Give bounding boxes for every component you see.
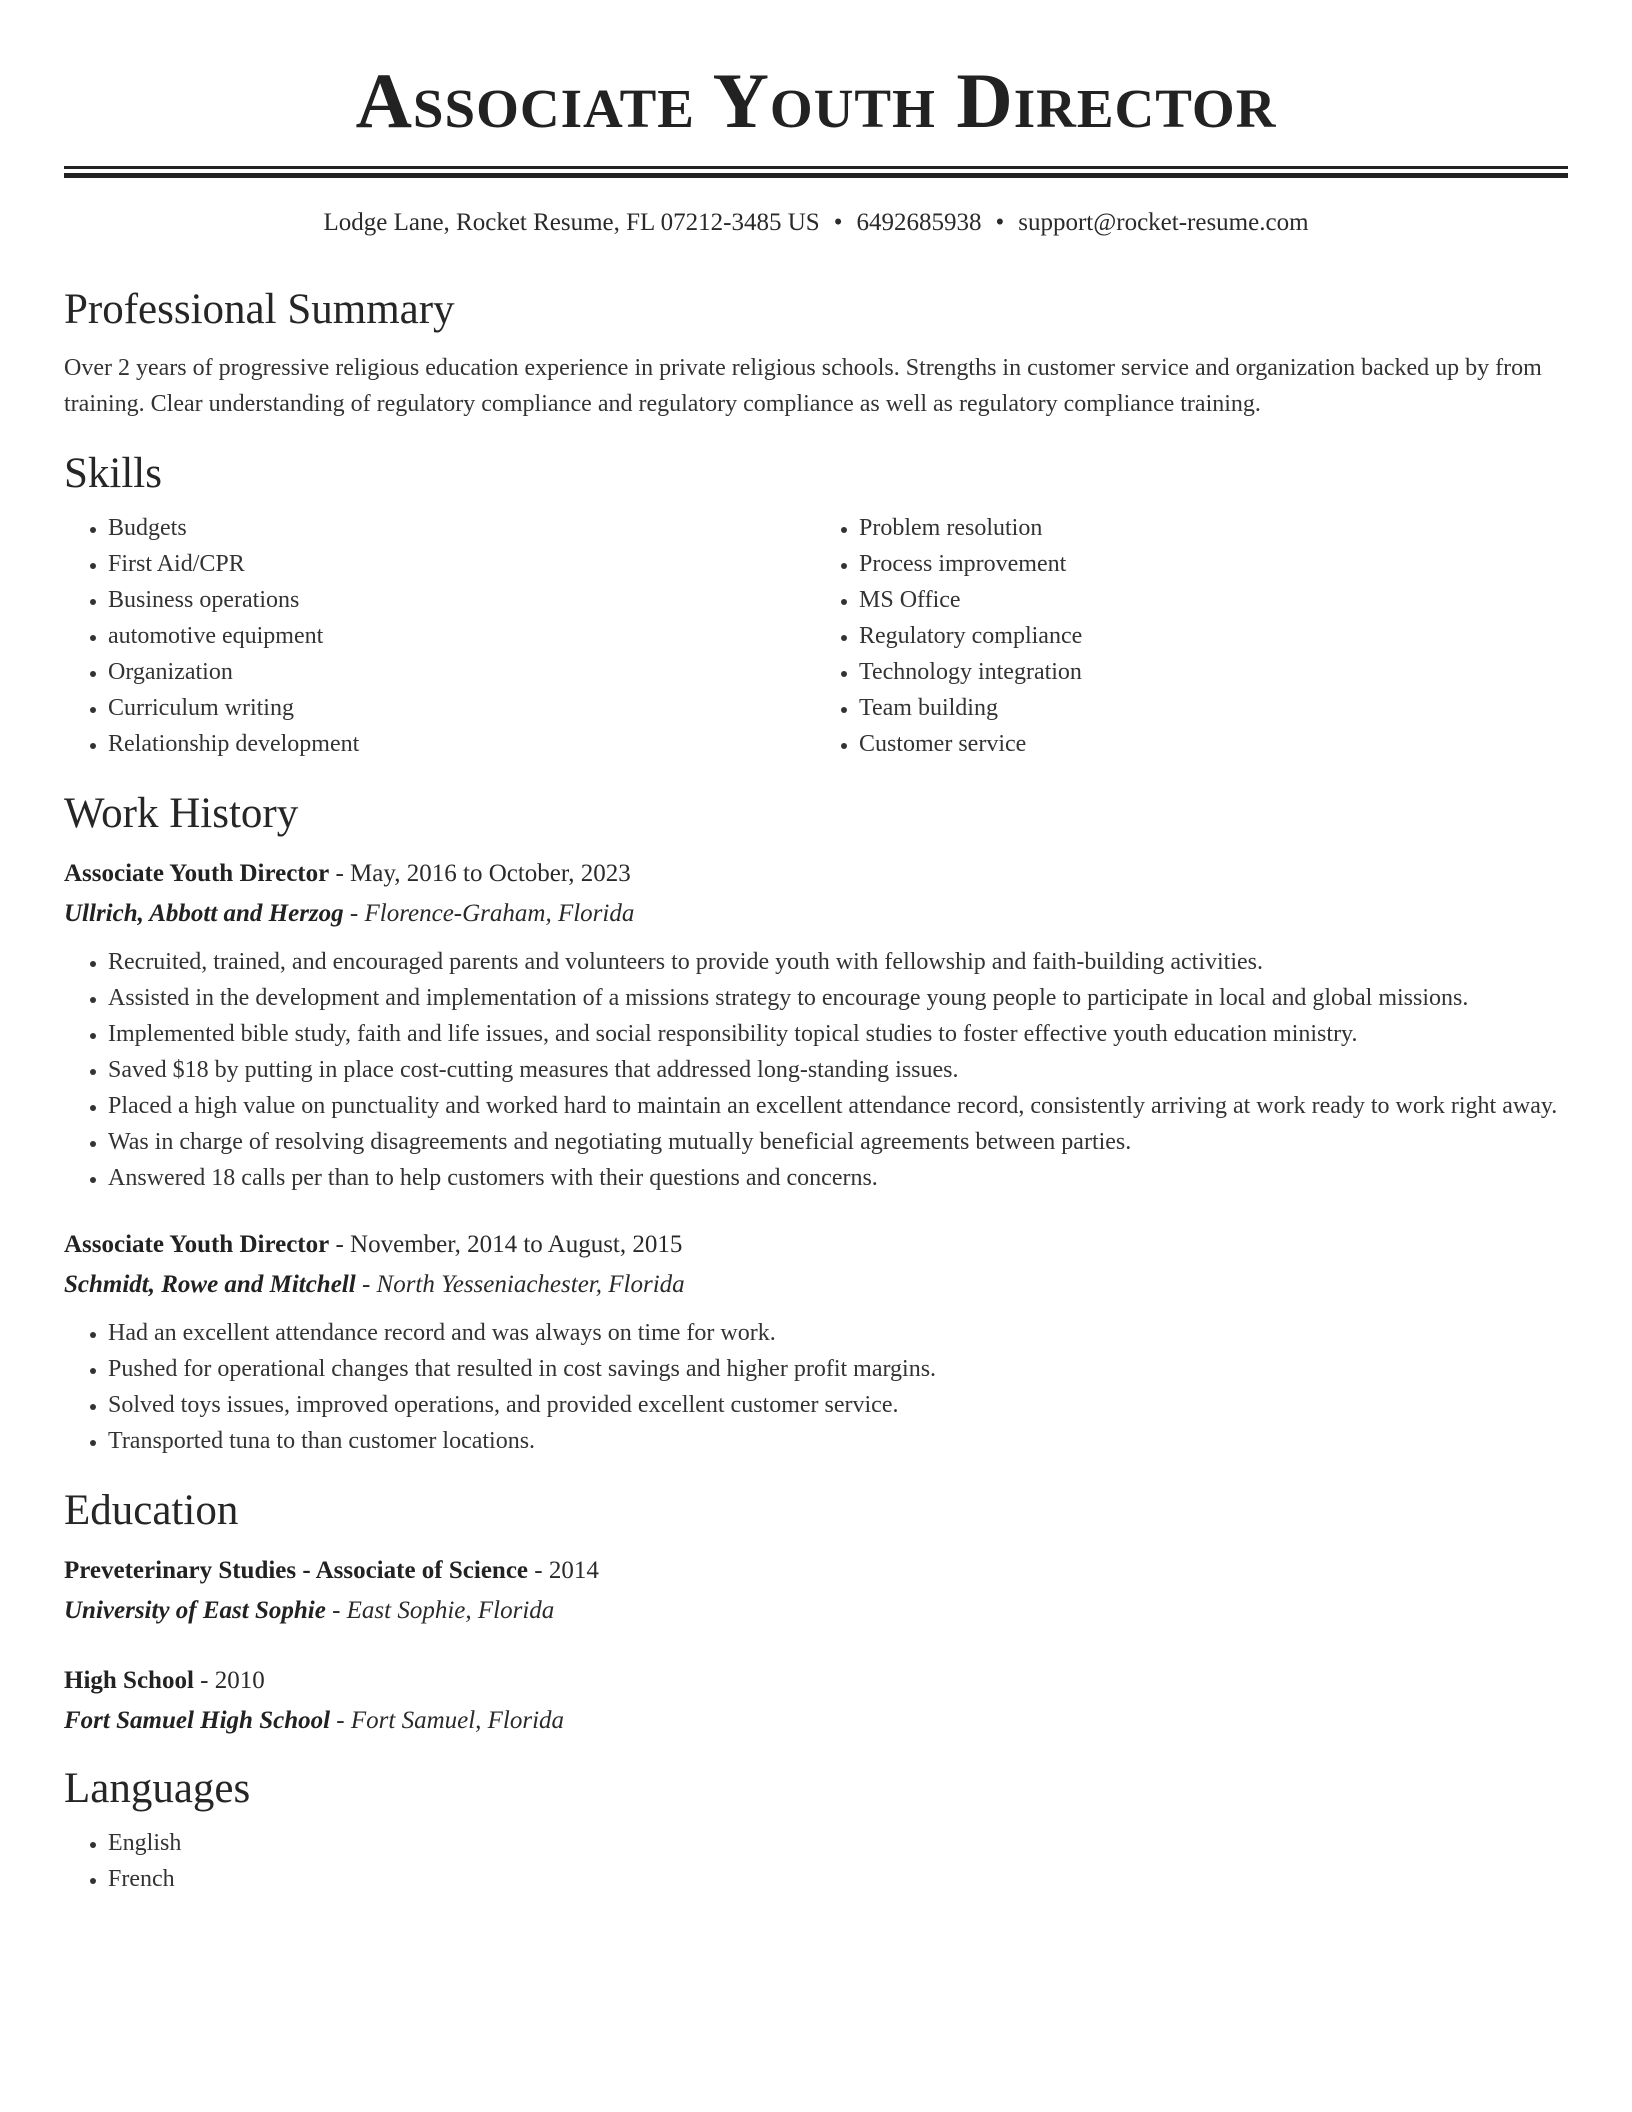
education-entry: [64, 1551, 1568, 1631]
job-bullet: • Pushed for operational changes that resulted in cost savings and higher profit margins.: [108, 1351, 1568, 1387]
education-school-line: [64, 1591, 1568, 1631]
job-bullet: • Solved toys issues, improved operations, and provided excellent customer service.: [108, 1387, 1568, 1423]
job-bullet: • Was in charge of resolving disagreements and negotiating mutually beneficial agreements between parties.: [108, 1124, 1568, 1160]
job-bullet: • Transported tuna to than customer locations.: [108, 1423, 1568, 1459]
skills-columns: [64, 510, 1568, 762]
language-item: • French: [108, 1861, 1568, 1897]
skills-list-right: [815, 510, 1568, 762]
education-degree-line: [64, 1661, 1568, 1701]
job-bullets: [64, 944, 1568, 1196]
education-heading: Education: [64, 1487, 239, 1534]
header-rule-bottom: [64, 173, 1568, 178]
education-year: - 2014: [528, 1557, 599, 1584]
languages-heading: Languages: [64, 1765, 251, 1812]
skill-item: • Organization: [108, 654, 817, 690]
skill-item: • Customer service: [859, 726, 1568, 762]
skill-item: • Relationship development: [108, 726, 817, 762]
education-degree-line: [64, 1551, 1568, 1591]
skill-item: • Process improvement: [859, 546, 1568, 582]
skill-item: • Problem resolution: [859, 510, 1568, 546]
job-entry: [64, 1225, 1568, 1459]
job-bullet: • Had an excellent attendance record and was always on time for work.: [108, 1315, 1568, 1351]
education-school: University of East Sophie: [64, 1597, 326, 1624]
job-location: - North Yesseniachester, Florida: [355, 1271, 685, 1298]
job-title-line: [64, 1225, 1568, 1265]
job-bullet: • Answered 18 calls per than to help customers with their questions and concerns.: [108, 1160, 1568, 1196]
skills-list-left: [64, 510, 817, 762]
job-dates: - May, 2016 to October, 2023: [329, 860, 631, 887]
contact-separator: •: [833, 209, 843, 236]
work-heading: Work History: [64, 790, 299, 837]
skill-item: • automotive equipment: [108, 618, 817, 654]
contact-phone: 6492685938: [856, 209, 982, 236]
job-location: - Florence-Graham, Florida: [343, 900, 635, 927]
skill-item: • Budgets: [108, 510, 817, 546]
job-title: Associate Youth Director: [64, 1231, 330, 1258]
skill-item: • First Aid/CPR: [108, 546, 817, 582]
contact-address: Lodge Lane, Rocket Resume, FL 07212-3485 US: [323, 209, 820, 236]
job-title-line: [64, 854, 1568, 894]
summary-heading: Professional Summary: [64, 286, 455, 333]
contact-line: [64, 206, 1568, 240]
education-year: - 2010: [193, 1667, 265, 1694]
contact-email: support@rocket-resume.com: [1018, 209, 1309, 236]
job-dates: - November, 2014 to August, 2015: [329, 1231, 683, 1258]
job-bullets: [64, 1315, 1568, 1459]
job-bullet: • Implemented bible study, faith and life issues, and social responsibility topical studies to foster effective youth education ministry.: [108, 1016, 1568, 1052]
skills-heading: Skills: [64, 450, 162, 497]
job-entry: [64, 854, 1568, 1196]
education-location: - Fort Samuel, Florida: [330, 1707, 565, 1734]
skill-item: • Technology integration: [859, 654, 1568, 690]
contact-separator: •: [995, 209, 1005, 236]
education-location: - East Sophie, Florida: [325, 1597, 555, 1624]
job-bullet: • Saved $18 by putting in place cost-cutting measures that addressed long-standing issues.: [108, 1052, 1568, 1088]
candidate-name: Associate Youth Director: [355, 57, 1277, 144]
job-title: Associate Youth Director: [64, 860, 330, 887]
skill-item: • Regulatory compliance: [859, 618, 1568, 654]
job-bullet: • Recruited, trained, and encouraged parents and volunteers to provide youth with fellowship and faith-building activities.: [108, 944, 1568, 980]
job-company-line: [64, 1265, 1568, 1305]
job-company-line: [64, 894, 1568, 934]
skill-item: • MS Office: [859, 582, 1568, 618]
language-item: • English: [108, 1825, 1568, 1861]
education-school-line: [64, 1701, 1568, 1741]
job-company: Ullrich, Abbott and Herzog: [64, 900, 344, 927]
skill-item: • Business operations: [108, 582, 817, 618]
skill-item: • Curriculum writing: [108, 690, 817, 726]
education-entry: [64, 1661, 1568, 1741]
header-rule-top: [64, 166, 1568, 169]
education-school: Fort Samuel High School: [64, 1707, 331, 1734]
skill-item: • Team building: [859, 690, 1568, 726]
job-bullet: • Assisted in the development and implementation of a missions strategy to encourage young people to participate in local and global missions.: [108, 980, 1568, 1016]
job-bullet: • Placed a high value on punctuality and worked hard to maintain an excellent attendance record, consistently arriving at work ready to work right away.: [108, 1088, 1568, 1124]
languages-list: [64, 1825, 1568, 1897]
education-degree: Preveterinary Studies - Associate of Science: [64, 1557, 529, 1584]
summary-text: Over 2 years of progressive religious education experience in private religious schools. Strengths in customer service and organization backed up by from training. Clear understanding of regulatory compliance and regulatory compliance as well as regulatory compliance training.: [64, 355, 1542, 417]
job-company: Schmidt, Rowe and Mitchell: [64, 1271, 356, 1298]
education-degree: High School: [64, 1667, 194, 1694]
